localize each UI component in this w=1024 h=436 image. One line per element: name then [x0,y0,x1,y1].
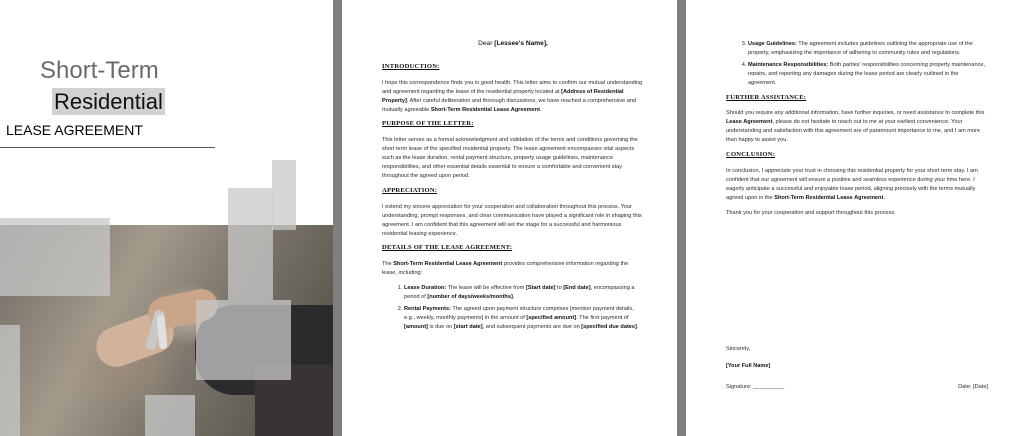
details-list [382,284,644,332]
heading-purpose: PURPOSE OF THE LETTER: [382,120,474,128]
cover-page [0,0,333,436]
overlay-bar [272,160,296,230]
letter-page-2 [686,0,1024,436]
list-item-lease-duration: 1. Lease Duration: The lease will be effective from [Start date] to [End date], encompassing a period of [number of days/weeks/months]. [404,284,644,302]
appreciation-paragraph: I extend my sincere appreciation for your cooperation and collaboration throughout this process. Your understanding, prompt responses, and clear communication have played a significant role in shaping this agreement. I am confident that this agreement will set the stage for a successful and harmonious residential leasing experience. [382,203,642,237]
letter-page-1 [342,0,677,436]
overlay-bar [145,395,195,436]
cover-title-line2: Residential [54,89,163,114]
purpose-paragraph: This letter serves as a formal acknowledgment and validation of the terms and conditions governing the short term lease of the specified residential property. The lease agreement encompasses vital aspects such as the lease duration, rental payment structure, property usage guidelines, maintenance responsibilities, and other essential details essential to ensure a comfortable and convenient stay throughout the agreed upon period. [382,137,638,179]
heading-introduction: INTRODUCTION: [382,62,440,70]
cover-divider [0,147,215,148]
cover-title-line1: Short-Term [40,57,159,84]
signature-line: Signature: __________ [726,383,785,390]
heading-further-assistance: FURTHER ASSISTANCE: [726,93,807,101]
conclusion-paragraph: In conclusion, I appreciate your trust in choosing this residential property for your short term stay. I am confident that our agreement will ensure a positive and seamless experience during your time here. I eagerly anticipate a successful and enjoyable lease period, aligning precisely with the terms mutually agreed upon in the Short-Term Residential Lease Agreement. [726,167,978,201]
overlay-bar [228,188,273,300]
heading-details: DETAILS OF THE LEASE AGREEMENT: [382,244,513,252]
intro-paragraph: I hope this correspondence finds you in good health. This letter aims to confirm our mutual understanding and agreement regarding the lease of the residential property located at [Address of Residential Property]. After careful deliberation and thorough discussions, we have reached a comprehensive and mutually agreeable Short-Term Residential Lease Agreement. [382,79,643,113]
overlay-bar [196,300,291,380]
assistance-paragraph: Should you require any additional information, have further inquiries, or need assistance to complete this Lease Agreement, please do not hesitate to reach out to me at your earliest convenience. Your understanding and satisfaction with this agreement are of paramount importance to me, and I am more than happy to assist you. [726,110,985,144]
details-paragraph: The Short-Term Residential Lease Agreement provides comprehensive information regarding the lease, including: [382,261,629,277]
thanks-paragraph: Thank you for your cooperation and support throughout this process. [726,209,896,216]
signature-row [726,383,988,392]
signer-name: [Your Full Name] [726,362,771,369]
details-list-continued [726,40,988,88]
list-item-usage-guidelines: 3. Usage Guidelines: The agreement includes guidelines outlining the appropriate use of the property, emphasizing the importance of adhering to community rules and regulations. [748,40,988,58]
list-item-maintenance: 4. Maintenance Responsibilities: Both parties' responsibilities concerning property maintenance, repairs, and reporting any damages during the lease period are clearly outlined in the agreement. [748,61,988,88]
overlay-bar [0,218,110,296]
cover-subtitle: LEASE AGREEMENT [6,122,143,138]
overlay-bar [0,325,20,436]
signature-date: Date: [Date] [958,383,988,390]
salutation: Dear [Lessee's Name], [478,40,548,47]
heading-appreciation: APPRECIATION: [382,186,438,194]
heading-conclusion: CONCLUSION: [726,151,776,159]
list-item-rental-payments: 2. Rental Payments: The agreed upon payment structure comprises [mention payment details, e.g., weekly, monthly payments] in the amount of [specified amount]. The first payment of [amount] is due on [start date], and subsequent payments are due on [specified due dates]. [404,305,644,332]
closing-sincerely: Sincerely, [726,346,751,352]
